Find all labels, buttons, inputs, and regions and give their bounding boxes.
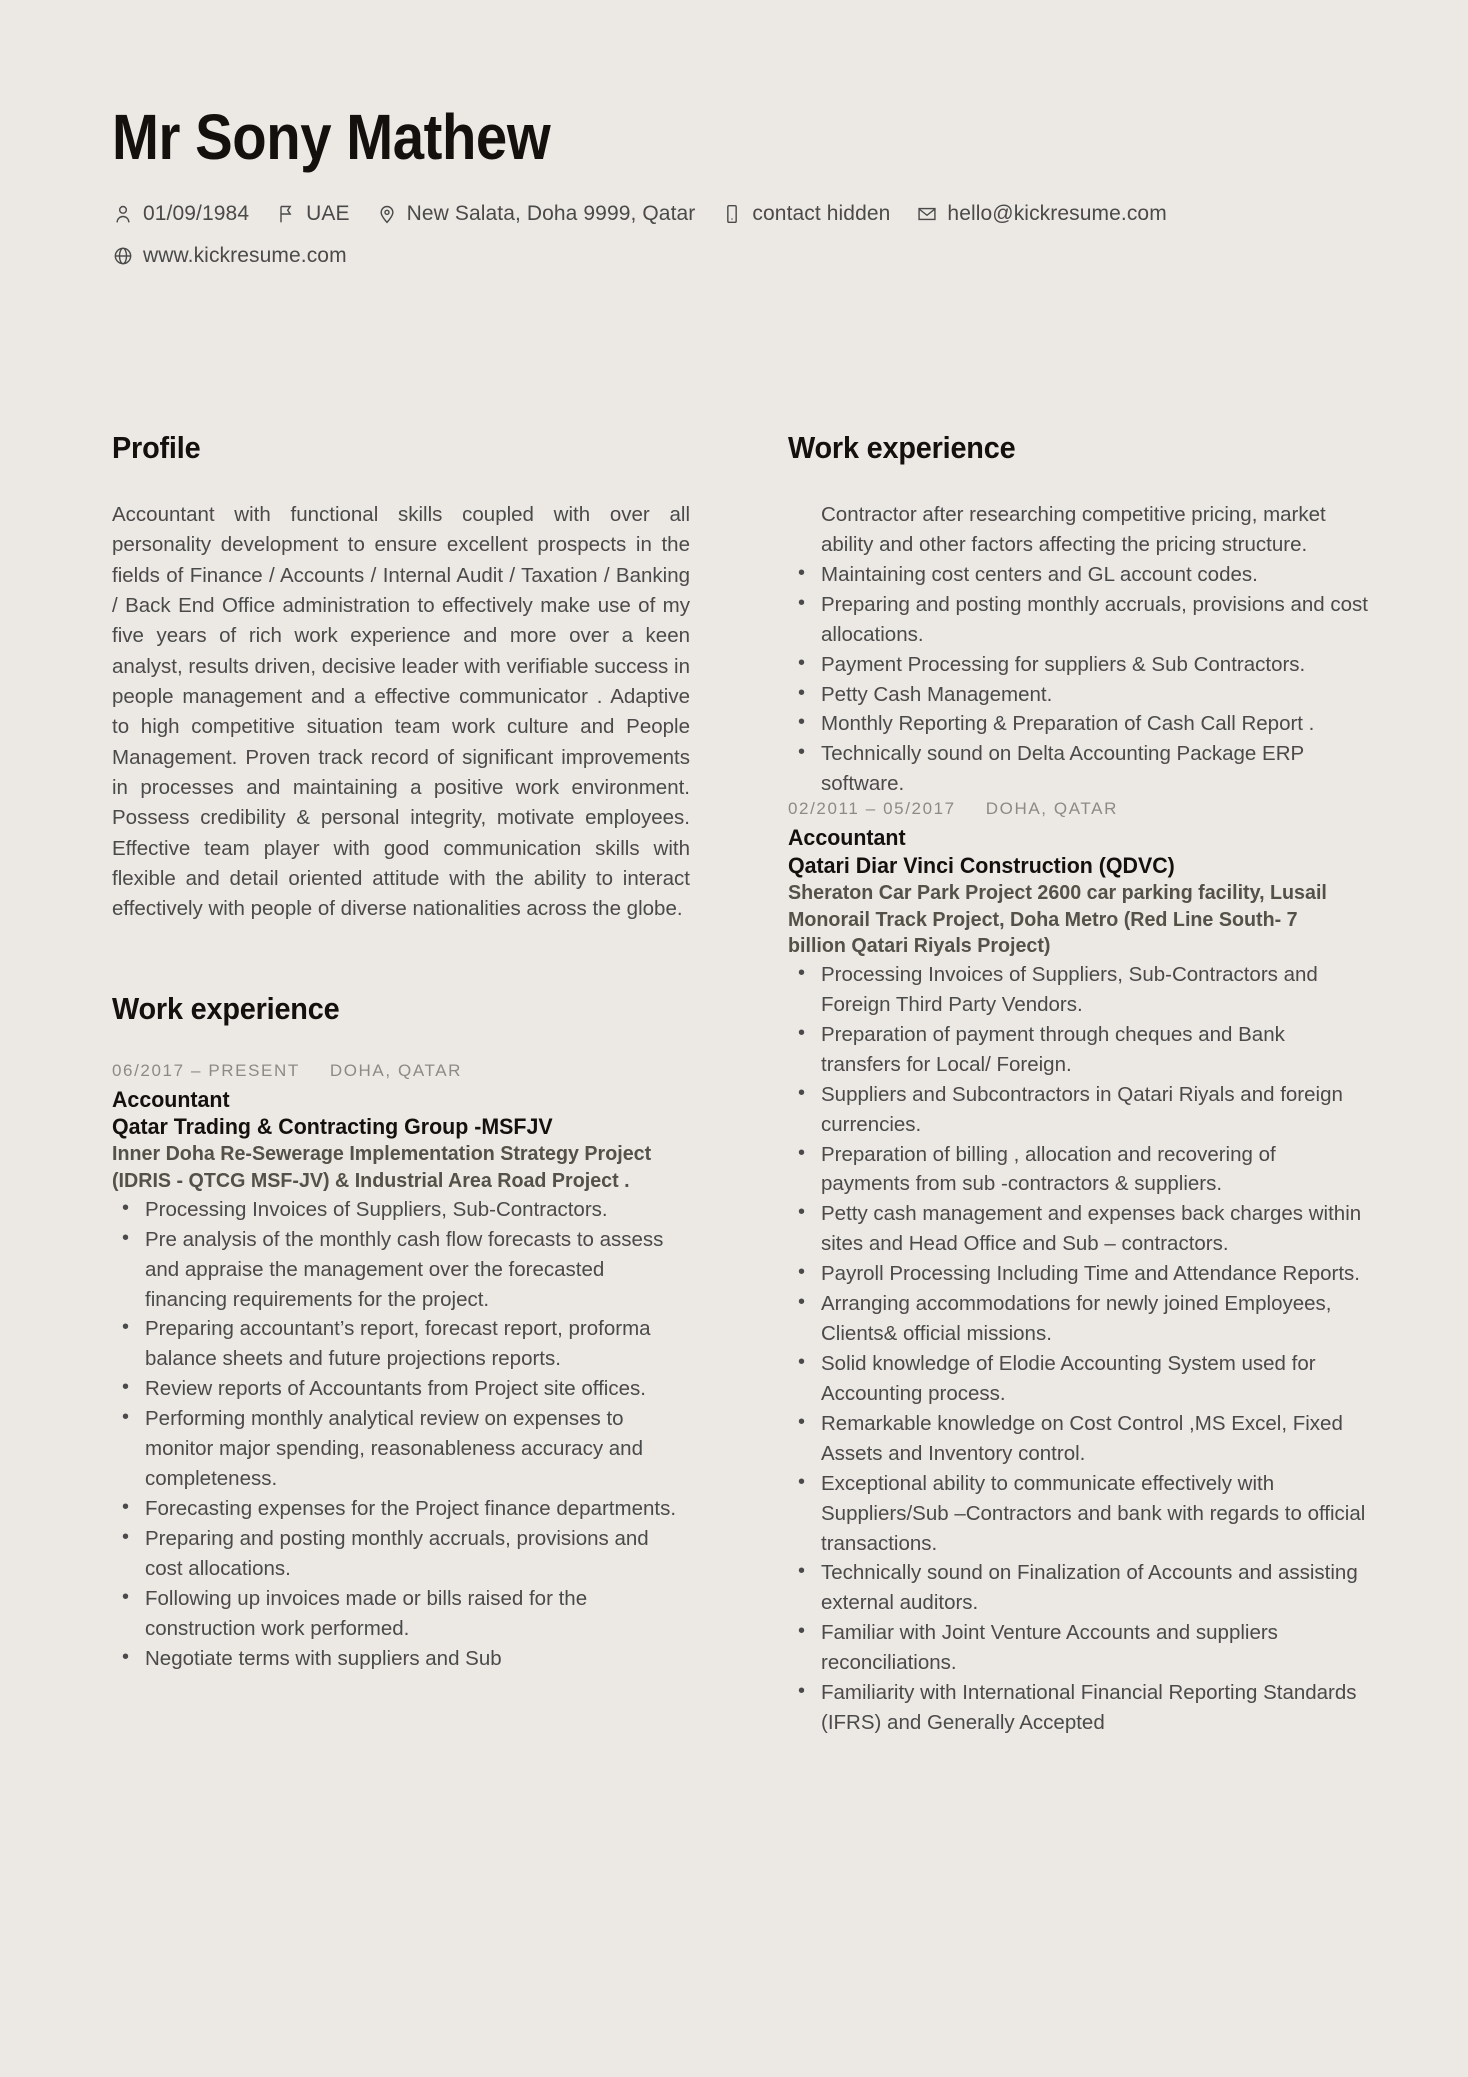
job-entry — [788, 799, 1370, 1738]
phone-icon — [721, 203, 743, 225]
bullet-item: • Technically sound on Finalization of Accounts and assisting external auditors. — [788, 1558, 1370, 1618]
job-company: Qatari Diar Vinci Construction (QDVC) — [788, 852, 1175, 878]
person-icon — [112, 203, 134, 225]
bullet-item: • Performing monthly analytical review on expenses to monitor major spending, reasonableness accuracy and completeness. — [112, 1404, 690, 1494]
bullet-item: • Exceptional ability to communicate effectively with Suppliers/Sub –Contractors and bank with regards to official transactions. — [788, 1469, 1370, 1559]
contact-address — [376, 193, 696, 235]
resume-header — [112, 101, 1362, 277]
contact-nationality — [275, 193, 349, 235]
bullet-item: • Technically sound on Delta Accounting Package ERP software. — [788, 739, 1370, 799]
bullet-item: • Familiar with Joint Venture Accounts and suppliers reconciliations. — [788, 1618, 1370, 1678]
bullet-item: • Maintaining cost centers and GL account codes. — [788, 560, 1370, 590]
bullet-item: • Following up invoices made or bills raised for the construction work performed. — [112, 1584, 690, 1644]
contact-phone-text: contact hidden — [752, 202, 891, 226]
email-icon — [916, 203, 938, 225]
bullet-item: • Payment Processing for suppliers & Sub Contractors. — [788, 650, 1370, 680]
job-meta — [112, 1061, 690, 1081]
bullet-item: • Preparing and posting monthly accruals, provisions and cost allocations. — [112, 1524, 690, 1584]
job-location: DOHA, QATAR — [329, 1060, 463, 1080]
bullet-item: • Payroll Processing Including Time and Attendance Reports. — [788, 1259, 1370, 1289]
profile-section — [112, 430, 690, 925]
left-work-experience-section — [112, 991, 690, 1674]
right-column — [788, 430, 1370, 1738]
right-work-experience-section — [788, 430, 1370, 1738]
column-gutter — [690, 430, 788, 1738]
contact-address-text: New Salata, Doha 9999, Qatar — [406, 202, 696, 226]
job-projects: Sheraton Car Park Project 2600 car parking facility, Lusail Monorail Track Project, Doha Metro (Red Line South- 7 billion Qatari Riyals Project) — [788, 881, 1327, 958]
job-title: Accountant — [112, 1086, 230, 1112]
job-dates: 02/2011 – 05/2017 — [788, 799, 956, 819]
bullet-item: • Remarkable knowledge on Cost Control ,MS Excel, Fixed Assets and Inventory control. — [788, 1409, 1370, 1469]
continuation-text: Contractor after researching competitive pricing, market ability and other factors affecting the pricing structure. — [821, 503, 1326, 556]
bullet-item: • Familiarity with International Financial Reporting Standards (IFRS) and Generally Accepted — [788, 1678, 1370, 1738]
right-work-experience-title: Work experience — [788, 430, 1016, 465]
contact-email[interactable] — [916, 193, 1166, 235]
left-column — [112, 430, 690, 1738]
bullet-item: • Solid knowledge of Elodie Accounting System used for Accounting process. — [788, 1349, 1370, 1409]
resume-body — [112, 430, 1370, 1738]
contact-birthdate-text: 01/09/1984 — [143, 202, 250, 226]
bullet-item: • Preparation of billing , allocation and recovering of payments from sub -contractors & suppliers. — [788, 1140, 1370, 1200]
job-company: Qatar Trading & Contracting Group -MSFJV — [112, 1114, 553, 1140]
bullet-item: • Petty Cash Management. — [788, 680, 1370, 710]
bullet-item: • Petty cash management and expenses back charges within sites and Head Office and Sub – contractors. — [788, 1199, 1370, 1259]
bullet-item: • Monthly Reporting & Preparation of Cash Call Report . — [788, 709, 1370, 739]
contact-website-text: www.kickresume.com — [143, 244, 347, 268]
profile-section-title: Profile — [112, 430, 201, 465]
job-projects: Inner Doha Re-Sewerage Implementation Strategy Project (IDRIS - QTCG MSF-JV) & Industrial Area Road Project . — [112, 1142, 652, 1193]
job-bullets — [788, 960, 1370, 1738]
job-bullets — [112, 1195, 690, 1674]
job-entry — [112, 1061, 690, 1674]
globe-icon — [112, 245, 134, 267]
candidate-name: Mr Sony Mathew — [112, 101, 551, 173]
contact-details — [112, 193, 1292, 277]
job-location: DOHA, QATAR — [985, 799, 1118, 819]
contact-website[interactable] — [112, 235, 347, 277]
bullet-item: • Processing Invoices of Suppliers, Sub-Contractors. — [112, 1195, 690, 1225]
contact-birthdate — [112, 193, 249, 235]
job-dates: 06/2017 – PRESENT — [112, 1060, 300, 1080]
bullet-item: • Suppliers and Subcontractors in Qatari Riyals and foreign currencies. — [788, 1080, 1370, 1140]
bullet-item: • Pre analysis of the monthly cash flow forecasts to assess and appraise the management over the forecasted financing requirements for the project. — [112, 1225, 690, 1315]
profile-text: Accountant with functional skills coupled with over all personality development to ensure excellent prospects in the fields of Finance / Accounts / Internal Audit / Taxation / Banking / Back End Office administration to effectively make use of my five years of rich work experience and more over a keen analyst, results driven, decisive leader with verifiable success in people management and a effective communicator . Adaptive to high competitive situation team work culture and People Management. Proven track record of significant improvements in processes and maintaining a positive work environment. Possess credibility & personal integrity, motivate employees. Effective team player with good communication skills with flexible and detail oriented attitude with the ability to interact effectively with people of diverse nationalities across the globe. — [112, 503, 690, 921]
location-icon — [376, 203, 398, 225]
job-meta — [788, 799, 1370, 819]
contact-nationality-text: UAE — [306, 202, 350, 226]
continuation-bullets — [788, 560, 1370, 799]
bullet-item: • Forecasting expenses for the Project finance departments. — [112, 1494, 690, 1524]
contact-phone — [721, 193, 890, 235]
bullet-item: • Processing Invoices of Suppliers, Sub-Contractors and Foreign Third Party Vendors. — [788, 960, 1370, 1020]
left-work-experience-title: Work experience — [112, 990, 340, 1026]
bullet-item: • Preparing and posting monthly accruals, provisions and cost allocations. — [788, 590, 1370, 650]
flag-icon — [275, 203, 297, 225]
bullet-item: • Arranging accommodations for newly joined Employees, Clients& official missions. — [788, 1289, 1370, 1349]
bullet-item: • Preparation of payment through cheques and Bank transfers for Local/ Foreign. — [788, 1020, 1370, 1080]
bullet-item: • Negotiate terms with suppliers and Sub — [112, 1644, 690, 1674]
bullet-item: • Preparing accountant’s report, forecast report, proforma balance sheets and future projections reports. — [112, 1314, 690, 1374]
bullet-item: • Review reports of Accountants from Project site offices. — [112, 1374, 690, 1404]
job-title: Accountant — [788, 825, 906, 851]
contact-email-text: hello@kickresume.com — [947, 202, 1167, 226]
